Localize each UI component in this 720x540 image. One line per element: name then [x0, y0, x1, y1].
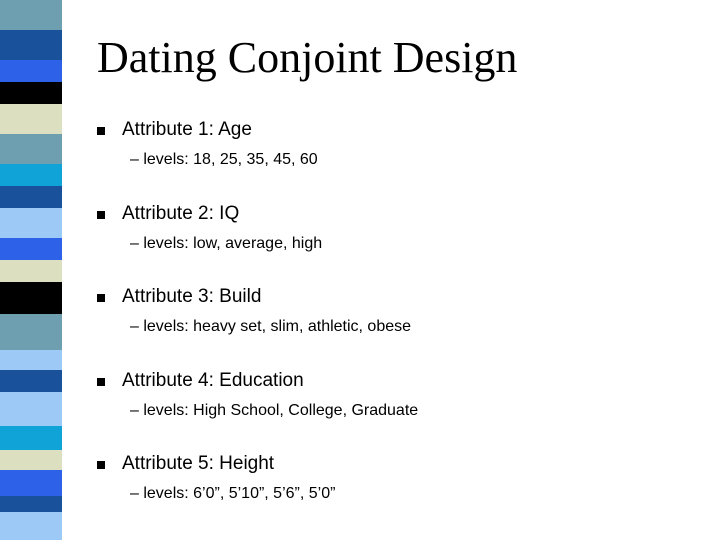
square-bullet-icon — [97, 127, 105, 135]
sub-bullet-label: – levels: heavy set, slim, athletic, obese — [130, 318, 412, 335]
square-bullet-icon — [97, 211, 105, 219]
bullet-label: Attribute 2: IQ — [122, 203, 240, 224]
bullet-label: Attribute 1: Age — [122, 119, 252, 140]
sub-bullet-label: – levels: 18, 25, 35, 45, 60 — [130, 151, 318, 168]
sub-bullet-label: – levels: 6’0”, 5’10”, 5’6”, 5’0” — [130, 485, 336, 502]
bullet-label: Attribute 5: Height — [122, 453, 275, 474]
square-bullet-icon — [97, 378, 105, 386]
square-bullet-icon — [97, 461, 105, 469]
sub-bullet-label: – levels: High School, College, Graduate — [130, 402, 419, 419]
bullet-label: Attribute 4: Education — [122, 370, 304, 391]
sub-bullet-label: – levels: low, average, high — [130, 235, 323, 252]
square-bullet-icon — [97, 294, 105, 302]
bullet-label: Attribute 3: Build — [122, 286, 262, 307]
slide-title: Dating Conjoint Design — [97, 33, 518, 82]
